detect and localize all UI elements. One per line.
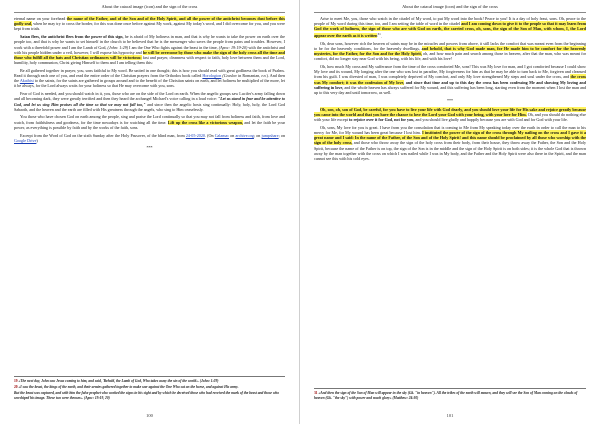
text: Oh, how much My cross and My sufferance from the time of the cross comforted Me, sons! This was My love for man, and I got comforted because I could show My love and its wound, My longing after the one who was lost in paradise, My forgiveness for him as that he may be able to turn back to Me, forgiven and cleansed from his guilt. I was divested of man, I was completely deprived of My comfort, and only My love strengthened My steps and soul under the cross, and	[314, 63, 586, 80]
page-number-left: 100	[146, 413, 153, 418]
highlight: the cross was My comfort; it was the confession of My love,	[314, 74, 587, 85]
bold-italic-quote: "Let us stand in fear and be attentive to God, and let us sing Him praises all the time so that we may not fall too,"	[14, 96, 285, 107]
italic-text: r.n.	[261, 73, 267, 79]
bold-text: My loving and suffering in love,	[314, 79, 586, 90]
google-drive-link[interactable]: Google Drive	[14, 137, 37, 143]
left-footnotes	[14, 376, 285, 402]
horologion-link[interactable]: Horologion	[202, 73, 222, 79]
paragraph	[314, 107, 586, 123]
running-head-right: About the catacal image (icon) and the sign of the cross	[314, 4, 586, 13]
highlight: I instituted the power of the sign of the cross through My nailing on the cross and I gave it a great name and I said: In the name of the Father, of the Son and of the Holy Spirit! and this name should be proclaimed by all those who worship with the sign of the holy cross,	[314, 130, 586, 146]
text: I am the One Who fights against the beast in the time,	[128, 44, 219, 50]
calamac-link[interactable]: Calamac	[214, 132, 230, 138]
section-divider: ***	[146, 145, 153, 151]
footnote-citation: (John: 1:29)	[198, 379, 219, 384]
right-page	[300, 0, 600, 424]
text: Oh, dear sons, however rich the heaven of saints may be in the miracles and powers from above, it still lacks the comfort that was meant even from the beginning to be for the heavenly conditions, for the heavenly dwellings,	[314, 40, 586, 51]
text: Arise to meet Me, you, those who watch in the citadel of My word, to put My word into the book! Peace to you! It is a day of holy feast, sons. Oh, peace to the people of My word during this time, too, and I am setting the table of word in the citadel	[314, 16, 586, 27]
text: ). And then the	[14, 73, 285, 84]
footnote-number: 20	[14, 385, 18, 390]
text: Oh, and you should do nothing else with your life except	[314, 111, 586, 123]
paragraph	[314, 16, 586, 38]
footnote-number: 19	[14, 379, 18, 384]
highlight: he will be overcome by those who make the sign of the holy cross all the time and those who fulfill all the hats and Christian ordinances will be victorious:	[14, 49, 285, 60]
left-page-body	[14, 16, 285, 150]
text: You those who have chosen God on earth among the people, sing and praise the Lord continually so that you may not fall from holiness and faith, from love and watch, from faithfulness and goodness, for the time nowadays is for watching all the time.	[14, 114, 285, 125]
text: when he may try to cross the border, for this was done once before against My work, against My today's word, and I did overcome for you, and you were kept from trials.	[14, 21, 285, 32]
bold-text: Satan flees, the antichrist flees from the power of this sign,	[20, 34, 124, 40]
highlight: and I am coming down to give it to the people so that it may learn from God the work of holiness, the sign of those who are with God on earth, the carried cross, oh, sons, the sign of the Son of Man, with whom, I, the Lord appear over the earth as it is written	[314, 21, 586, 38]
highlight: and behold, that is why God made man, for He made him to be comfort for the heavenly mysteries, for the Father, for the Son and for the Holy Spirit,	[314, 45, 586, 57]
footnote-text: But the beast was captured, and with him the false prophet who worked the signs in his sight and by which he deceived those who had received the mark of the beast and those who worshiped his image. These two were thrown».	[14, 391, 280, 400]
jumpshare-link[interactable]: jumpshare	[261, 132, 279, 138]
highlight: the name of the Father, and of the Son and of the Holy Spirit, and all the power of the antichrist becomes dust before this godly seal,	[14, 16, 285, 27]
footnote-text: «The next day, John saw Jesus coming to him, and said, 'Behold, the Lamb of God, Who takes away the sin of the world».	[17, 379, 199, 384]
paragraph	[14, 114, 285, 130]
text: with the antichrist and with his people hidden under a veil, however, I will expose his hypocrisy and	[14, 44, 285, 55]
citation: (John: 1:29)	[107, 44, 129, 50]
citation: (Apoc: 19:19-20)	[218, 44, 248, 50]
text: Oh, sons, My love for you is great. I have from you the consolation that is coming to Me from My speaking today over the earth in order to call the man to his mercy for Me, for My wound has been great because I lost him.	[314, 124, 586, 136]
footnote-citation: (Matthew: 24:30)	[391, 395, 419, 400]
footnote-text: «And then the sign of the Son of Man will appear in the sky (Gk. "in heaven"). All the tribes of the earth will mourn, and they will see the Son of Man coming on the clouds of heaven (Gk. "the sky") with power and much glory»	[314, 391, 578, 400]
paragraph	[14, 133, 285, 143]
text: )	[36, 137, 38, 143]
page-number-right: 101	[446, 413, 454, 418]
text: and let the faith be your power, as everything is possible by faith and by the works of the faith, sons.	[14, 119, 286, 130]
bold-text: to rejoice over it for God, not for you,	[349, 117, 415, 123]
footnote-number: 31	[314, 391, 318, 396]
footnote-citation: (Apoc: 19:19, 20)	[83, 395, 110, 400]
footnote	[14, 391, 285, 400]
text: .	[380, 32, 382, 38]
footnote	[14, 385, 285, 390]
archive-link[interactable]: archive.org	[235, 132, 254, 138]
text: and you should live gladly and happily because you are with God and for God with your life.	[414, 117, 568, 123]
right-page-body	[314, 16, 586, 161]
footnote-ref[interactable]: 31	[377, 31, 381, 36]
footnote-text: «I saw the beast, the kings of the earth, and their armies gathered together to make war against the One Who sat on the horse, and against His army.	[17, 385, 239, 390]
paragraph	[14, 91, 285, 112]
paragraph	[14, 68, 285, 89]
running-head-left: About the catacal image (icon) and the sign of the cross	[14, 4, 285, 13]
bold-text: and since that time and up to this day the cross has been confessing Me and showing	[404, 79, 560, 85]
akathist-link[interactable]: Akathist	[19, 78, 34, 84]
text: Be all gathered together in prayer, you, sons faithful to My word. Be united in one thought; this is how you should read with great godliness the book of Psalms. Read it through each one of you, and read the entire order of the Christian prayers from the Orthodox book called	[14, 67, 285, 79]
text: ; on	[253, 132, 262, 138]
text: eternal name on your forehead	[14, 16, 67, 21]
text: and the whole heaven has always suffered for My wound, and this suffering has been long, starting even from the moment when I lost the man and up to this very day and until tomorrow, as well.	[314, 84, 586, 95]
paragraph	[314, 125, 586, 161]
text: Excerpt from the Word of God on the sixth Sunday after the Holy Passover, of the blind man, from	[20, 132, 186, 138]
text: he is afraid of My holiness in man, and that is why he wants to take the power on earth over the people too, and that is why he wants to set himself in the church to be believed that he is the messenger who saves the people from pains and troubles. However, I work with a threefold power and I am the Lamb of God,	[14, 34, 285, 50]
text: ; on	[278, 132, 286, 138]
highlight: Oh, son, oh, son of God, be careful, for you have to live your life with God dearly, and you should love your life for His sake and rejoice greatly because you came into the world and that you have the chance to love the Lord your God with your being, with your love for Him.	[314, 106, 586, 117]
text: . (On	[204, 132, 215, 138]
text: fast and prayer, cleanness with respect to faith, holy love between them and the Lord, humility, holy communion, Christ giving Himself to them and I am telling them this:	[14, 54, 286, 66]
text: in Romanian,	[236, 73, 262, 79]
text: and since then the angelic hosts sing continually: Holy, holy, holy, the Lord God Sabaoth, and the heaven and the earth are filled with His greatness through the angels, who sing to Him ceaselessly.	[14, 101, 285, 112]
section-divider: ***	[447, 97, 453, 103]
text: to the saints, for the saints are gathered in groups around and to the benefit of the Christian saints on earth, and let holiness be multiplied of the more, let it be always, for the Lord always waits for your holiness so that He may overcome with you, sons.	[14, 78, 285, 89]
text: Fear of God is needed, and you should watch in it, you, those who are on the side of the Lord on earth. When the angelic groups saw Lucifer's army falling down and all becoming dark, they were greatly terrified and then they heard the archangel Michael's voice calling in a loud voice:	[14, 91, 285, 102]
italic-text: (Ceaslov	[222, 73, 237, 79]
paragraph	[14, 34, 285, 65]
paragraph	[14, 16, 285, 32]
footnote	[14, 379, 285, 384]
paragraph	[314, 64, 586, 95]
paragraph	[314, 41, 586, 62]
text: on	[229, 132, 236, 138]
text: oh, and how much pain and search among those in heaven, after that the man, who was meant for comfort, did no longer stay near God with his being, with his life, and with his love!	[314, 51, 586, 62]
date-link[interactable]: 24-05-2020	[185, 132, 205, 138]
footnote	[314, 391, 586, 400]
text: and those who throw away the sign of the holy cross from their body, from their house, they throw away the Father, the Son and the Holy Spirit, because the name of the Father is on top, the sign of the Son is in the middle and the sign of the Holy Spirit is on both sides; it is the whole God that is thrown away by the man together with the cross on which I was nailed while I was in My body, and the Father and the Holy Spirit were also there in the Spirit, and the man cannot see this with his cold eyes.	[314, 140, 586, 162]
right-footnotes	[314, 388, 586, 402]
highlight: Lift up the cross like a victorious weapon,	[167, 119, 243, 125]
